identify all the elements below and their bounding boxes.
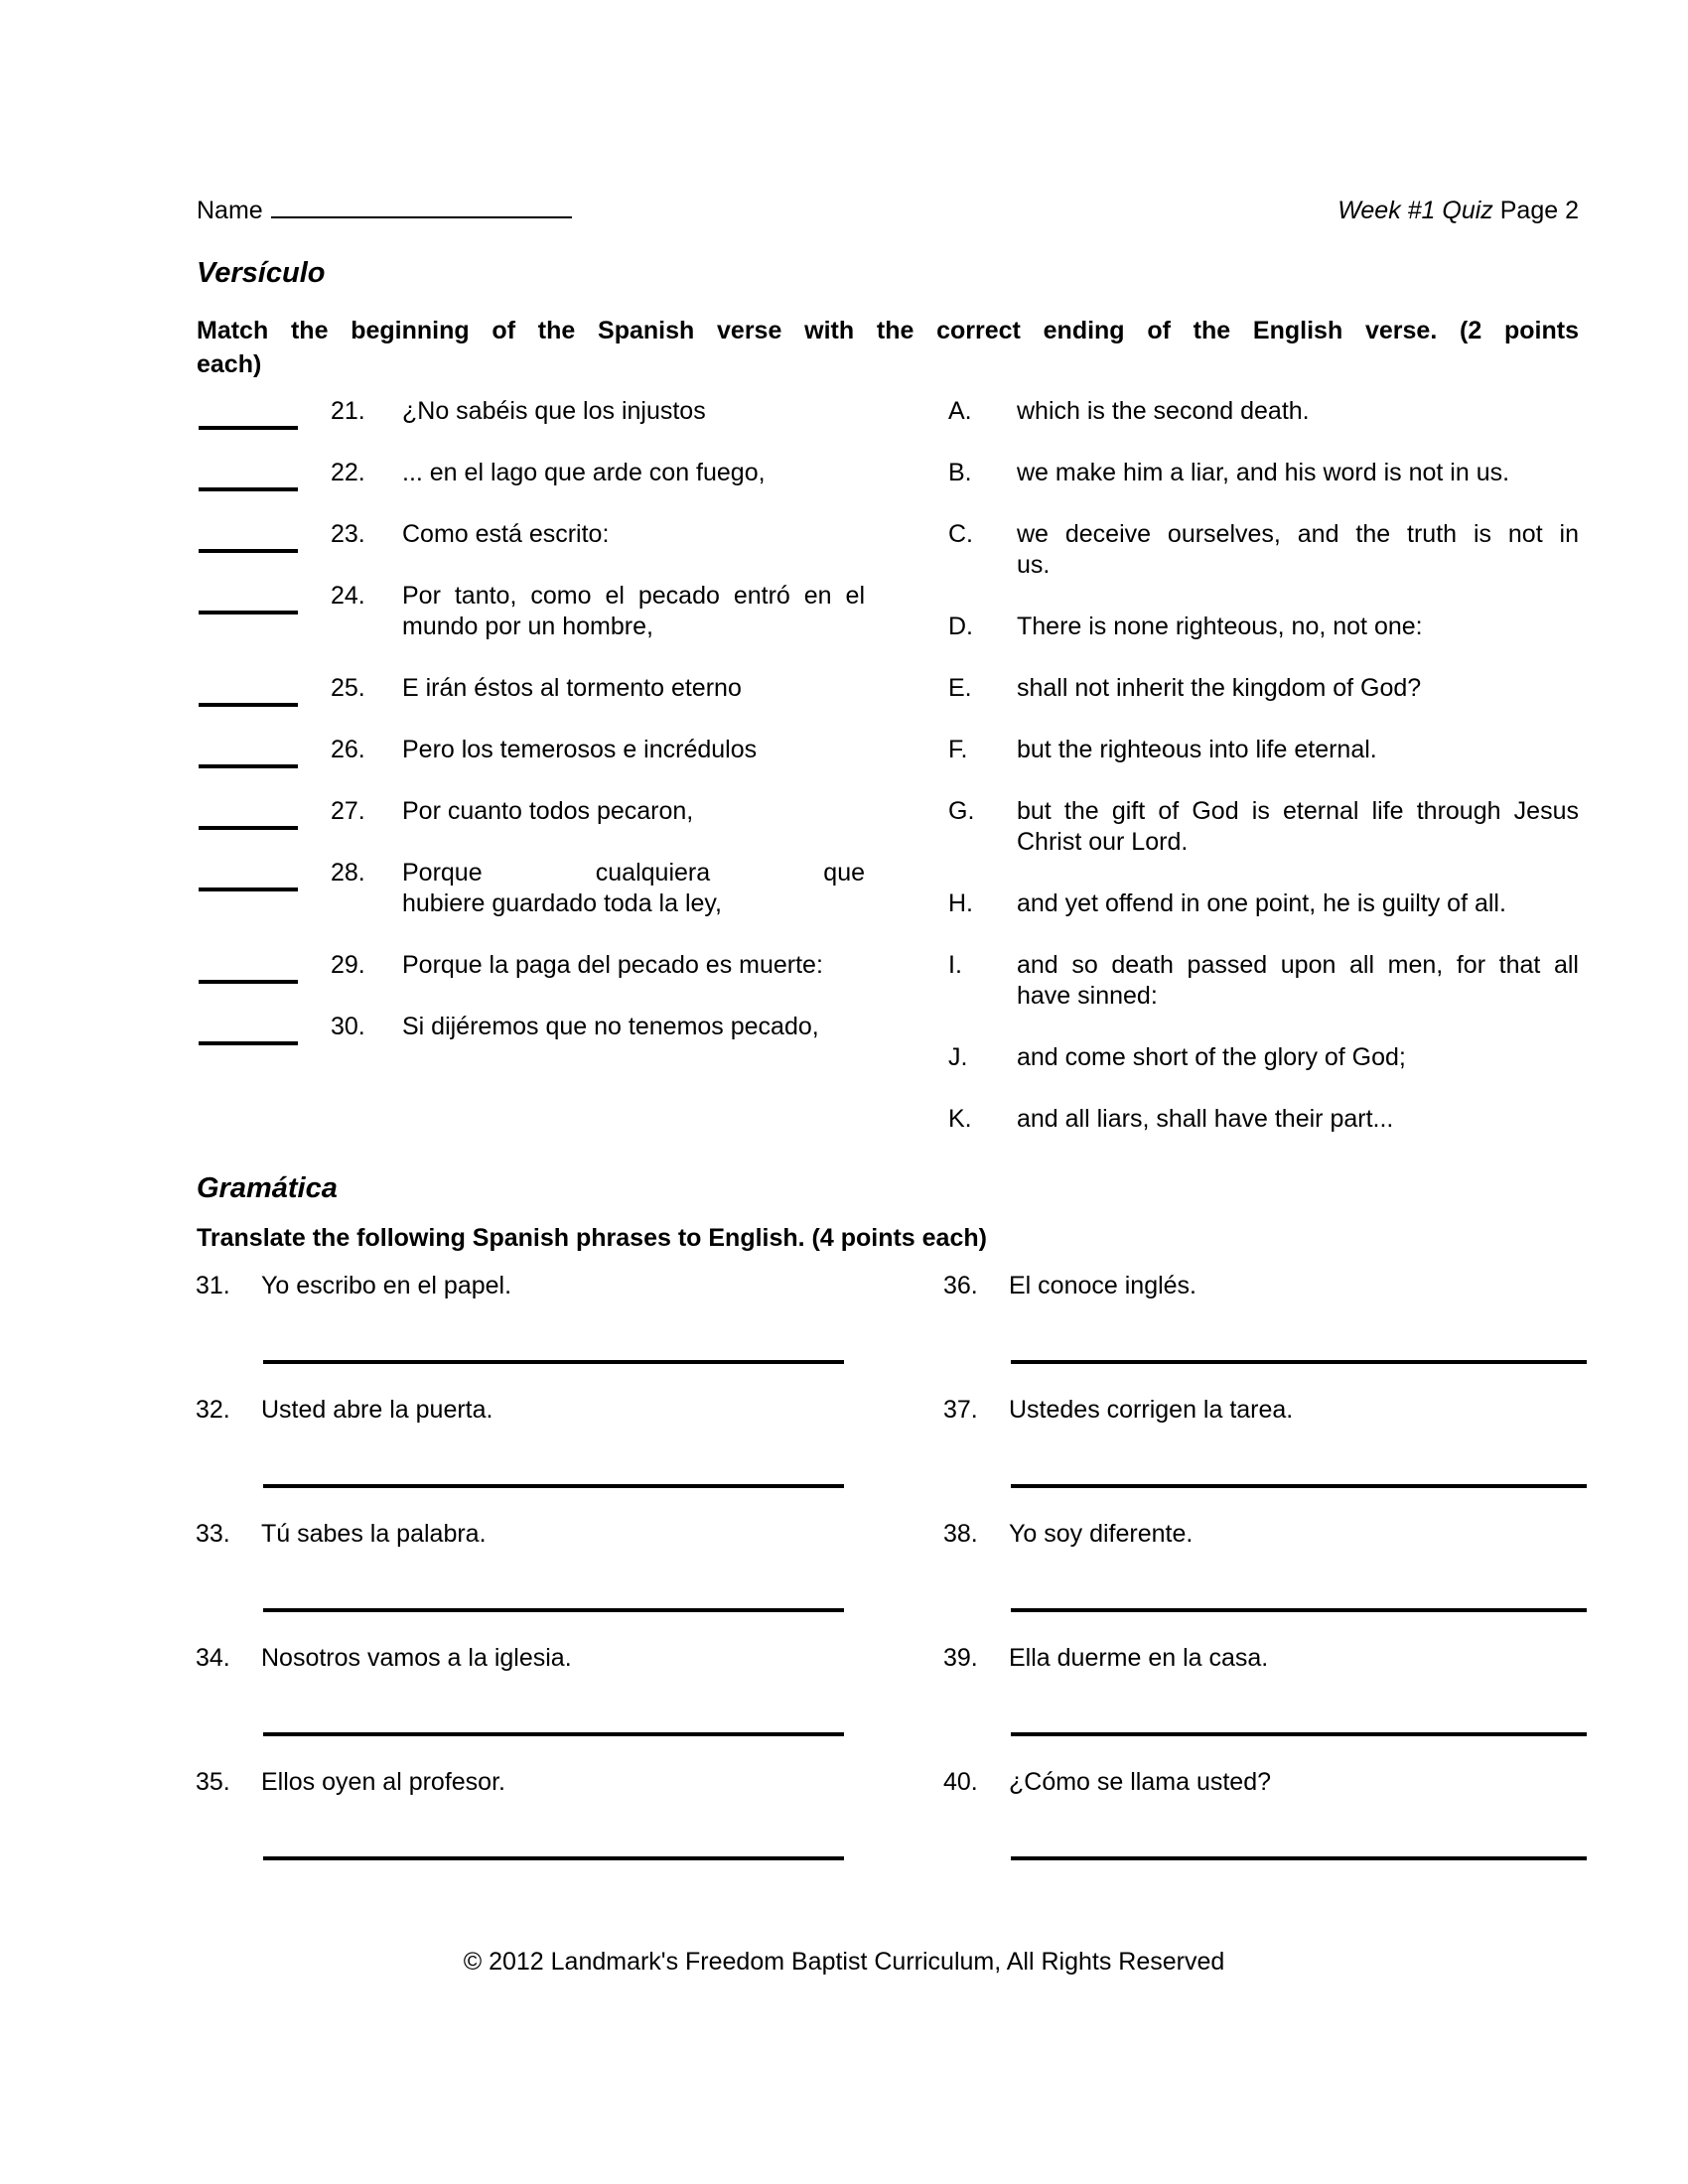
choice-letter: C. <box>948 520 973 548</box>
text-line: have sinned: <box>1017 982 1158 1010</box>
english-ending-text <box>1017 458 1579 488</box>
english-ending-item <box>948 396 1584 427</box>
answer-blank[interactable] <box>199 549 298 553</box>
english-ending-column <box>948 396 1584 1165</box>
spanish-verse-item <box>199 519 866 550</box>
english-ending-text <box>1017 950 1579 1012</box>
spanish-phrase-text: Ellos oyen al profesor. <box>261 1768 505 1796</box>
answer-blank[interactable] <box>199 703 298 707</box>
spanish-verse-item <box>199 673 866 704</box>
item-number: 37. <box>943 1396 978 1424</box>
text-line: Por cuanto todos pecaron, <box>402 797 694 825</box>
page-number: Page 2 <box>1492 197 1579 224</box>
translation-item <box>196 1767 856 1891</box>
text-line: Pero los temerosos e incrédulos <box>402 736 758 763</box>
instruction-line: Match the beginning of the Spanish verse with the correct ending of the English verse. (2 points <box>197 317 1579 344</box>
spanish-phrase-text: Yo soy diferente. <box>1009 1520 1194 1548</box>
spanish-verse-text <box>402 458 865 488</box>
answer-line[interactable] <box>1011 1360 1587 1364</box>
english-ending-text <box>1017 735 1579 765</box>
translation-item <box>196 1271 856 1395</box>
text-line: and yet offend in one point, he is guilty of all. <box>1017 889 1506 917</box>
text-line: us. <box>1017 551 1051 579</box>
answer-blank[interactable] <box>199 1041 298 1045</box>
text-line: which is the second death. <box>1017 397 1310 425</box>
spanish-phrase-text: Tú sabes la palabra. <box>261 1520 487 1548</box>
choice-letter: K. <box>948 1105 972 1133</box>
item-number: 33. <box>196 1520 230 1548</box>
spanish-verse-text <box>402 673 865 704</box>
translation-item <box>196 1395 856 1519</box>
text-line: Como está escrito: <box>402 520 610 548</box>
answer-blank[interactable] <box>199 826 298 830</box>
translation-item <box>943 1271 1604 1395</box>
item-number: 28. <box>331 859 365 887</box>
spanish-verse-item <box>199 396 866 427</box>
spanish-phrase-text: El conoce inglés. <box>1009 1272 1197 1299</box>
english-ending-item <box>948 888 1584 919</box>
spanish-phrase-text: Nosotros vamos a la iglesia. <box>261 1644 572 1672</box>
name-blank-line[interactable] <box>271 195 572 218</box>
answer-blank[interactable] <box>199 887 298 891</box>
answer-blank[interactable] <box>199 611 298 614</box>
text-line: and come short of the glory of God; <box>1017 1043 1406 1071</box>
translation-item <box>943 1643 1604 1767</box>
item-number: 29. <box>331 951 365 979</box>
versiculo-instructions <box>197 314 1579 381</box>
english-ending-item <box>948 796 1584 858</box>
text-line: Christ our Lord. <box>1017 828 1189 856</box>
spanish-verse-text <box>402 519 865 550</box>
spanish-verse-text <box>402 796 865 827</box>
choice-letter: E. <box>948 674 972 702</box>
page-header-right <box>1337 197 1579 225</box>
choice-letter: G. <box>948 797 975 825</box>
spanish-verse-text <box>402 1012 865 1042</box>
text-line: mundo por un hombre, <box>402 613 653 640</box>
answer-line[interactable] <box>1011 1732 1587 1736</box>
item-number: 24. <box>331 582 365 610</box>
choice-letter: F. <box>948 736 968 763</box>
english-ending-item <box>948 950 1584 1012</box>
text-line: hubiere guardado toda la ley, <box>402 889 722 917</box>
choice-letter: J. <box>948 1043 968 1071</box>
text-line: but the righteous into life eternal. <box>1017 736 1377 763</box>
english-ending-text <box>1017 673 1579 704</box>
item-number: 40. <box>943 1768 978 1796</box>
text-line: but the gift of God is eternal life through Jesus <box>1017 797 1579 825</box>
item-number: 31. <box>196 1272 230 1299</box>
spanish-verse-item <box>199 581 866 642</box>
text-line: Porque la paga del pecado es muerte: <box>402 951 823 979</box>
spanish-verse-text <box>402 396 865 427</box>
answer-line[interactable] <box>263 1856 844 1860</box>
choice-letter: I. <box>948 951 962 979</box>
versiculo-heading: Versículo <box>197 257 326 289</box>
choice-letter: D. <box>948 613 973 640</box>
spanish-verse-item <box>199 1012 866 1042</box>
name-row <box>197 195 572 225</box>
spanish-phrase-text: ¿Cómo se llama usted? <box>1009 1768 1272 1796</box>
text-line: ¿No sabéis que los injustos <box>402 397 706 425</box>
item-number: 36. <box>943 1272 978 1299</box>
gramatica-heading: Gramática <box>197 1172 338 1204</box>
item-number: 38. <box>943 1520 978 1548</box>
spanish-verse-item <box>199 735 866 765</box>
spanish-verse-item <box>199 950 866 981</box>
item-number: 39. <box>943 1644 978 1672</box>
translation-item <box>943 1519 1604 1643</box>
text-line: we deceive ourselves, and the truth is not in <box>1017 520 1579 548</box>
english-ending-text <box>1017 796 1579 858</box>
spanish-verse-column <box>199 396 866 1073</box>
text-line: ... en el lago que arde con fuego, <box>402 459 766 486</box>
english-ending-item <box>948 458 1584 488</box>
spanish-verse-item <box>199 858 866 919</box>
english-ending-text <box>1017 396 1579 427</box>
spanish-phrase-text: Usted abre la puerta. <box>261 1396 493 1424</box>
spanish-phrase-text: Ella duerme en la casa. <box>1009 1644 1269 1672</box>
item-number: 25. <box>331 674 365 702</box>
english-ending-item <box>948 1042 1584 1073</box>
instruction-line: each) <box>197 350 262 378</box>
item-number: 27. <box>331 797 365 825</box>
choice-letter: A. <box>948 397 972 425</box>
page-header <box>197 195 1579 225</box>
item-number: 32. <box>196 1396 230 1424</box>
spanish-phrase-text: Yo escribo en el papel. <box>261 1272 512 1299</box>
english-ending-text <box>1017 1104 1579 1135</box>
name-label: Name <box>197 197 263 224</box>
answer-line[interactable] <box>1011 1484 1587 1488</box>
english-ending-text <box>1017 888 1579 919</box>
translation-column-right <box>943 1271 1604 1891</box>
translation-item <box>943 1395 1604 1519</box>
text-line: we make him a liar, and his word is not in us. <box>1017 459 1510 486</box>
text-line: and all liars, shall have their part... <box>1017 1105 1394 1133</box>
english-ending-item <box>948 1104 1584 1135</box>
translation-item <box>196 1643 856 1767</box>
text-line: Si dijéremos que no tenemos pecado, <box>402 1013 819 1040</box>
english-ending-text <box>1017 519 1579 581</box>
spanish-verse-text <box>402 581 865 642</box>
answer-line[interactable] <box>263 1732 844 1736</box>
text-line: shall not inherit the kingdom of God? <box>1017 674 1422 702</box>
answer-line[interactable] <box>1011 1856 1587 1860</box>
answer-blank[interactable] <box>199 487 298 491</box>
spanish-verse-text <box>402 735 865 765</box>
english-ending-text <box>1017 1042 1579 1073</box>
choice-letter: B. <box>948 459 972 486</box>
answer-line[interactable] <box>263 1360 844 1364</box>
item-number: 30. <box>331 1013 365 1040</box>
text-line: E irán éstos al tormento eterno <box>402 674 742 702</box>
text-line: Porque cualquiera que <box>402 859 865 887</box>
quiz-title: Week #1 Quiz <box>1337 197 1493 224</box>
spanish-verse-text <box>402 950 865 981</box>
spanish-verse-text <box>402 858 865 919</box>
english-ending-item <box>948 519 1584 581</box>
choice-letter: H. <box>948 889 973 917</box>
english-ending-item <box>948 673 1584 704</box>
item-number: 22. <box>331 459 365 486</box>
item-number: 26. <box>331 736 365 763</box>
answer-line[interactable] <box>263 1608 844 1612</box>
translation-item <box>196 1519 856 1643</box>
item-number: 23. <box>331 520 365 548</box>
translation-item <box>943 1767 1604 1891</box>
item-number: 34. <box>196 1644 230 1672</box>
answer-blank[interactable] <box>199 980 298 984</box>
gramatica-instructions: Translate the following Spanish phrases to English. (4 points each) <box>197 1224 987 1252</box>
text-line: There is none righteous, no, not one: <box>1017 613 1423 640</box>
text-line: Por tanto, como el pecado entró en el <box>402 582 865 610</box>
answer-line[interactable] <box>1011 1608 1587 1612</box>
item-number: 21. <box>331 397 365 425</box>
spanish-verse-item <box>199 458 866 488</box>
answer-blank[interactable] <box>199 426 298 430</box>
spanish-phrase-text: Ustedes corrigen la tarea. <box>1009 1396 1294 1424</box>
english-ending-item <box>948 735 1584 765</box>
answer-line[interactable] <box>263 1484 844 1488</box>
text-line: and so death passed upon all men, for that all <box>1017 951 1579 979</box>
english-ending-text <box>1017 612 1579 642</box>
footer-copyright: © 2012 Landmark's Freedom Baptist Curriculum, All Rights Reserved <box>463 1948 1225 1976</box>
item-number: 35. <box>196 1768 230 1796</box>
answer-blank[interactable] <box>199 764 298 768</box>
translation-column-left <box>196 1271 856 1891</box>
english-ending-item <box>948 612 1584 642</box>
spanish-verse-item <box>199 796 866 827</box>
